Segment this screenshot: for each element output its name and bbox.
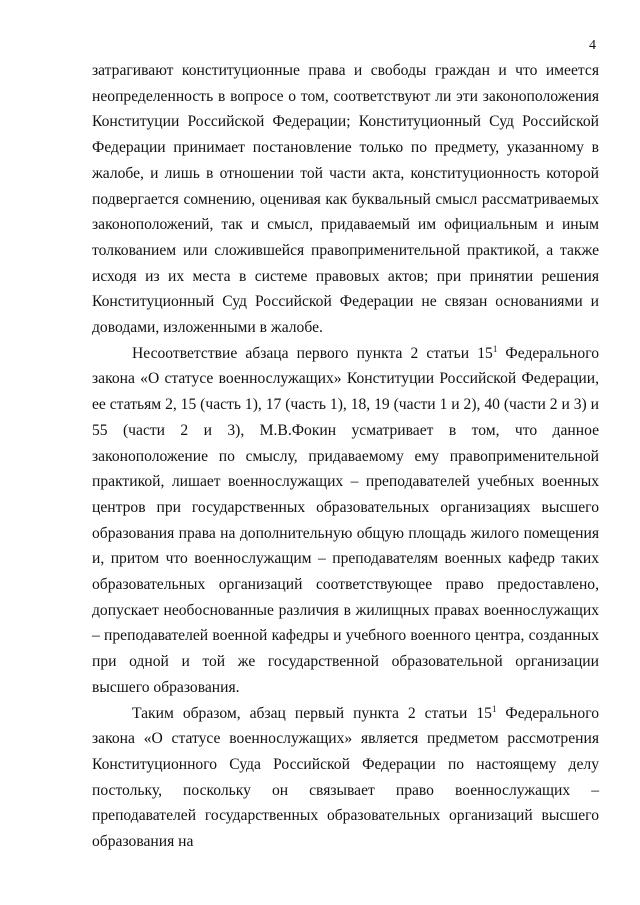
paragraph-text: затрагивают конституционные права и свободы граждан и что имеется неопределенность в вопросе о том, соответствуют ли эти законоположения Конституции Российской Федерации; Конституционный Суд Российской Федерации принимает постановление только по предмету, указанному в жалобе, и лишь в отношении той части акта, конституционность которой подвергается сомнению, оценивая как буквальный смысл рассматриваемых законоположений, так и смысл, придаваемый им официальным и иным толкованием или сложившейся правоприменительной практикой, а также исходя из их места в системе правовых актов; при принятии решения Конституционный Суд Российской Федерации не связан основаниями и доводами, изложенными в жалобе.: [92, 62, 599, 337]
paragraph-2: [92, 341, 599, 701]
article-superscript: 1: [491, 703, 497, 714]
document-body: [92, 58, 599, 855]
paragraph-text: Несоответствие абзаца первого пункта 2 статьи 15: [132, 344, 493, 362]
paragraph-text: Федерального закона «О статусе военнослужащих» является предметом рассмотрения Конституционного Суда Российской Федерации по настоящему делу постольку, поскольку он связывает право военнослужащих – преподавателей государственных образовательных организаций высшего образования на: [92, 704, 600, 851]
paragraph-1: [92, 58, 599, 341]
article-superscript: 1: [492, 343, 498, 354]
paragraph-3: [92, 701, 599, 855]
page-number: 4: [589, 38, 596, 53]
paragraph-text: Таким образом, абзац первый пункта 2 статьи 15: [132, 704, 492, 722]
paragraph-text: Федерального закона «О статусе военнослужащих» Конституции Российской Федерации, ее статьям 2, 15 (часть 1), 17 (часть 1), 18, 19 (части 1 и 2), 40 (части 2 и 3) и 55 (части 2 и 3), М.В.Фокин усматривает в том, что данное законоположение по смыслу, придаваемому ему правоприменительной практикой, лишает военнослужащих – преподавателей учебных военных центров при государственных образовательных организациях высшего образования права на дополнительную общую площадь жилого помещения и, притом что военнослужащим – преподавателям военных кафедр таких образовательных организаций соответствующее право предоставлено, допускает необоснованные различия в жилищных правах военнослужащих – преподавателей военной кафедры и учебного военного центра, созданных при одной и той же государственной образовательной организации высшего образования.: [92, 344, 600, 696]
